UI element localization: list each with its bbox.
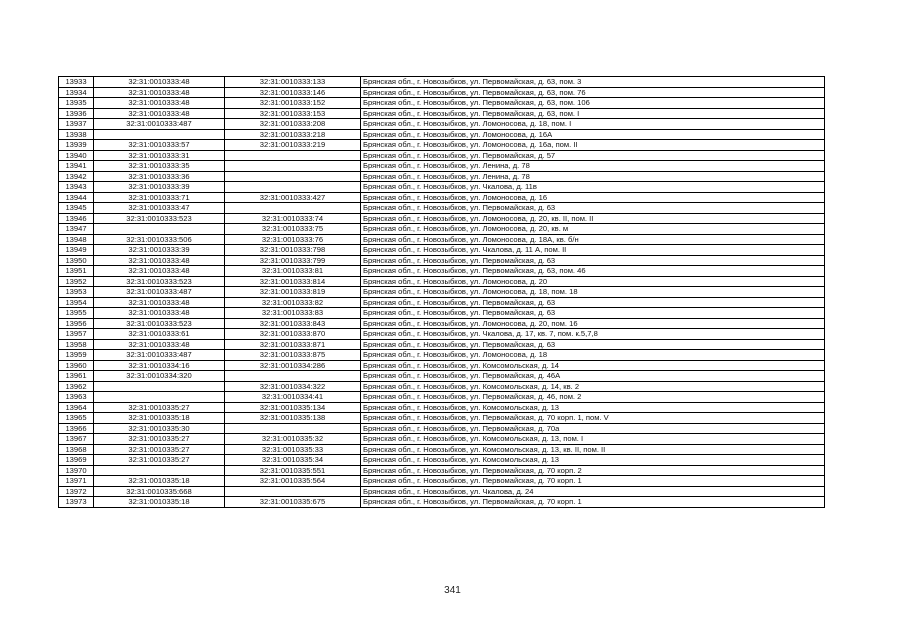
table-row — [59, 392, 825, 403]
row-number-cell: 13941 — [59, 161, 94, 172]
cadastral-number-cell: 32:31:0010335:138 — [225, 413, 361, 424]
row-number-cell: 13953 — [59, 287, 94, 298]
row-number-cell: 13948 — [59, 234, 94, 245]
table-row — [59, 150, 825, 161]
table-row — [59, 266, 825, 277]
cadastral-number-cell: 32:31:0010333:82 — [225, 297, 361, 308]
row-number-cell: 13971 — [59, 476, 94, 487]
address-cell: Брянская обл., г. Новозыбков, ул. Ломоносова, д. 18А, кв. б/н — [361, 234, 825, 245]
row-number-cell: 13935 — [59, 98, 94, 109]
parent-cadastral-number-cell: 32:31:0010333:36 — [94, 171, 225, 182]
parent-cadastral-number-cell: 32:31:0010335:27 — [94, 444, 225, 455]
row-number-cell: 13934 — [59, 87, 94, 98]
table-row — [59, 476, 825, 487]
parent-cadastral-number-cell: 32:31:0010333:47 — [94, 203, 225, 214]
address-cell: Брянская обл., г. Новозыбков, ул. Первомайская, д. 63, пом. 106 — [361, 98, 825, 109]
table-row — [59, 318, 825, 329]
address-cell: Брянская обл., г. Новозыбков, ул. Ломоносова, д. 18, пом. I — [361, 119, 825, 130]
table-row — [59, 245, 825, 256]
address-cell: Брянская обл., г. Новозыбков, ул. Чкалова, д. 11 А, пом. II — [361, 245, 825, 256]
row-number-cell: 13968 — [59, 444, 94, 455]
parent-cadastral-number-cell — [94, 392, 225, 403]
registry-table — [58, 76, 825, 508]
row-number-cell: 13933 — [59, 77, 94, 88]
address-cell: Брянская обл., г. Новозыбков, ул. Ломоносова, д. 18 — [361, 350, 825, 361]
address-cell: Брянская обл., г. Новозыбков, ул. Чкалова, д. 11в — [361, 182, 825, 193]
parent-cadastral-number-cell: 32:31:0010333:48 — [94, 308, 225, 319]
cadastral-number-cell: 32:31:0010333:427 — [225, 192, 361, 203]
row-number-cell: 13961 — [59, 371, 94, 382]
table-row — [59, 224, 825, 235]
table-row — [59, 255, 825, 266]
parent-cadastral-number-cell: 32:31:0010333:523 — [94, 318, 225, 329]
table-row — [59, 87, 825, 98]
cadastral-number-cell: 32:31:0010333:218 — [225, 129, 361, 140]
cadastral-number-cell: 32:31:0010334:322 — [225, 381, 361, 392]
row-number-cell: 13951 — [59, 266, 94, 277]
table-row — [59, 203, 825, 214]
parent-cadastral-number-cell — [94, 129, 225, 140]
parent-cadastral-number-cell: 32:31:0010333:48 — [94, 108, 225, 119]
parent-cadastral-number-cell: 32:31:0010335:27 — [94, 402, 225, 413]
parent-cadastral-number-cell: 32:31:0010334:16 — [94, 360, 225, 371]
parent-cadastral-number-cell: 32:31:0010333:523 — [94, 213, 225, 224]
table-row — [59, 287, 825, 298]
row-number-cell: 13970 — [59, 465, 94, 476]
table-row — [59, 350, 825, 361]
row-number-cell: 13969 — [59, 455, 94, 466]
address-cell: Брянская обл., г. Новозыбков, ул. Ломоносова, д. 20, кв. м — [361, 224, 825, 235]
table-row — [59, 360, 825, 371]
table-row — [59, 329, 825, 340]
row-number-cell: 13945 — [59, 203, 94, 214]
row-number-cell: 13967 — [59, 434, 94, 445]
address-cell: Брянская обл., г. Новозыбков, ул. Чкалова, д. 24 — [361, 486, 825, 497]
parent-cadastral-number-cell: 32:31:0010335:668 — [94, 486, 225, 497]
parent-cadastral-number-cell: 32:31:0010335:30 — [94, 423, 225, 434]
address-cell: Брянская обл., г. Новозыбков, ул. Ломоносова, д. 20, пом. 16 — [361, 318, 825, 329]
parent-cadastral-number-cell: 32:31:0010333:39 — [94, 245, 225, 256]
table-row — [59, 234, 825, 245]
cadastral-number-cell: 32:31:0010333:799 — [225, 255, 361, 266]
parent-cadastral-number-cell: 32:31:0010333:487 — [94, 119, 225, 130]
row-number-cell: 13959 — [59, 350, 94, 361]
cadastral-number-cell: 32:31:0010333:146 — [225, 87, 361, 98]
row-number-cell: 13939 — [59, 140, 94, 151]
cadastral-number-cell — [225, 161, 361, 172]
address-cell: Брянская обл., г. Новозыбков, ул. Комсомольская, д. 13, кв. II, пом. II — [361, 444, 825, 455]
table-row — [59, 98, 825, 109]
cadastral-number-cell: 32:31:0010335:32 — [225, 434, 361, 445]
cadastral-number-cell: 32:31:0010333:83 — [225, 308, 361, 319]
address-cell: Брянская обл., г. Новозыбков, ул. Первомайская, д. 46А — [361, 371, 825, 382]
row-number-cell: 13966 — [59, 423, 94, 434]
address-cell: Брянская обл., г. Новозыбков, ул. Ломоносова, д. 16 — [361, 192, 825, 203]
cadastral-number-cell: 32:31:0010334:286 — [225, 360, 361, 371]
row-number-cell: 13955 — [59, 308, 94, 319]
cadastral-number-cell: 32:31:0010333:798 — [225, 245, 361, 256]
parent-cadastral-number-cell: 32:31:0010333:35 — [94, 161, 225, 172]
cadastral-number-cell: 32:31:0010333:208 — [225, 119, 361, 130]
parent-cadastral-number-cell: 32:31:0010335:27 — [94, 455, 225, 466]
row-number-cell: 13956 — [59, 318, 94, 329]
row-number-cell: 13936 — [59, 108, 94, 119]
table-row — [59, 486, 825, 497]
row-number-cell: 13957 — [59, 329, 94, 340]
table-row — [59, 276, 825, 287]
address-cell: Брянская обл., г. Новозыбков, ул. Ленина, д. 78 — [361, 171, 825, 182]
address-cell: Брянская обл., г. Новозыбков, ул. Чкалова, д. 17, кв. 7, пом. к.5,7,8 — [361, 329, 825, 340]
row-number-cell: 13937 — [59, 119, 94, 130]
table-row — [59, 434, 825, 445]
table-row — [59, 129, 825, 140]
cadastral-number-cell: 32:31:0010333:875 — [225, 350, 361, 361]
cadastral-number-cell — [225, 182, 361, 193]
cadastral-number-cell — [225, 171, 361, 182]
table-row — [59, 161, 825, 172]
parent-cadastral-number-cell: 32:31:0010335:18 — [94, 476, 225, 487]
parent-cadastral-number-cell: 32:31:0010333:487 — [94, 287, 225, 298]
parent-cadastral-number-cell — [94, 465, 225, 476]
row-number-cell: 13962 — [59, 381, 94, 392]
cadastral-number-cell: 32:31:0010333:75 — [225, 224, 361, 235]
parent-cadastral-number-cell — [94, 224, 225, 235]
address-cell: Брянская обл., г. Новозыбков, ул. Первомайская, д. 63 — [361, 297, 825, 308]
address-cell: Брянская обл., г. Новозыбков, ул. Первомайская, д. 63, пом. 76 — [361, 87, 825, 98]
parent-cadastral-number-cell: 32:31:0010333:506 — [94, 234, 225, 245]
parent-cadastral-number-cell: 32:31:0010335:18 — [94, 413, 225, 424]
row-number-cell: 13963 — [59, 392, 94, 403]
row-number-cell: 13943 — [59, 182, 94, 193]
address-cell: Брянская обл., г. Новозыбков, ул. Ленина, д. 78 — [361, 161, 825, 172]
row-number-cell: 13947 — [59, 224, 94, 235]
address-cell: Брянская обл., г. Новозыбков, ул. Первомайская, д. 63 — [361, 308, 825, 319]
page-number: 341 — [444, 585, 461, 596]
cadastral-number-cell: 32:31:0010333:153 — [225, 108, 361, 119]
cadastral-number-cell: 32:31:0010335:564 — [225, 476, 361, 487]
table-row — [59, 297, 825, 308]
address-cell: Брянская обл., г. Новозыбков, ул. Ломоносова, д. 18, пом. 18 — [361, 287, 825, 298]
address-cell: Брянская обл., г. Новозыбков, ул. Первомайская, д. 70 корп. 1 — [361, 497, 825, 508]
address-cell: Брянская обл., г. Новозыбков, ул. Комсомольская, д. 14, кв. 2 — [361, 381, 825, 392]
table-row — [59, 308, 825, 319]
cadastral-number-cell: 32:31:0010335:134 — [225, 402, 361, 413]
parent-cadastral-number-cell: 32:31:0010333:48 — [94, 266, 225, 277]
table-row — [59, 465, 825, 476]
table-row — [59, 381, 825, 392]
cadastral-number-cell: 32:31:0010333:870 — [225, 329, 361, 340]
cadastral-number-cell: 32:31:0010333:74 — [225, 213, 361, 224]
address-cell: Брянская обл., г. Новозыбков, ул. Первомайская, д. 63 — [361, 255, 825, 266]
cadastral-number-cell: 32:31:0010335:34 — [225, 455, 361, 466]
table-row — [59, 140, 825, 151]
table-row — [59, 497, 825, 508]
address-cell: Брянская обл., г. Новозыбков, ул. Первомайская, д. 63, пом. 3 — [361, 77, 825, 88]
row-number-cell: 13972 — [59, 486, 94, 497]
table-row — [59, 423, 825, 434]
cadastral-number-cell — [225, 423, 361, 434]
address-cell: Брянская обл., г. Новозыбков, ул. Комсомольская, д. 14 — [361, 360, 825, 371]
cadastral-number-cell — [225, 203, 361, 214]
parent-cadastral-number-cell: 32:31:0010333:57 — [94, 140, 225, 151]
parent-cadastral-number-cell: 32:31:0010334:320 — [94, 371, 225, 382]
cadastral-number-cell: 32:31:0010333:219 — [225, 140, 361, 151]
cadastral-number-cell: 32:31:0010333:152 — [225, 98, 361, 109]
table-row — [59, 413, 825, 424]
address-cell: Брянская обл., г. Новозыбков, ул. Ломоносова, д. 16а, пом. II — [361, 140, 825, 151]
address-cell: Брянская обл., г. Новозыбков, ул. Первомайская, д. 70 корп. 2 — [361, 465, 825, 476]
table-row — [59, 339, 825, 350]
address-cell: Брянская обл., г. Новозыбков, ул. Ломоносова, д. 20, кв. II, пом. II — [361, 213, 825, 224]
table-row — [59, 182, 825, 193]
parent-cadastral-number-cell: 32:31:0010333:71 — [94, 192, 225, 203]
cadastral-number-cell: 32:31:0010334:41 — [225, 392, 361, 403]
address-cell: Брянская обл., г. Новозыбков, ул. Ломоносова, д. 16А — [361, 129, 825, 140]
row-number-cell: 13958 — [59, 339, 94, 350]
address-cell: Брянская обл., г. Новозыбков, ул. Первомайская, д. 57 — [361, 150, 825, 161]
cadastral-number-cell — [225, 150, 361, 161]
parent-cadastral-number-cell: 32:31:0010333:39 — [94, 182, 225, 193]
parent-cadastral-number-cell: 32:31:0010333:523 — [94, 276, 225, 287]
parent-cadastral-number-cell: 32:31:0010335:27 — [94, 434, 225, 445]
cadastral-number-cell: 32:31:0010333:871 — [225, 339, 361, 350]
parent-cadastral-number-cell: 32:31:0010333:48 — [94, 87, 225, 98]
row-number-cell: 13950 — [59, 255, 94, 266]
parent-cadastral-number-cell: 32:31:0010335:18 — [94, 497, 225, 508]
parent-cadastral-number-cell: 32:31:0010333:48 — [94, 255, 225, 266]
address-cell: Брянская обл., г. Новозыбков, ул. Комсомольская, д. 13, пом. I — [361, 434, 825, 445]
row-number-cell: 13942 — [59, 171, 94, 182]
row-number-cell: 13938 — [59, 129, 94, 140]
registry-table-body — [59, 77, 825, 508]
row-number-cell: 13960 — [59, 360, 94, 371]
table-row — [59, 108, 825, 119]
cadastral-number-cell — [225, 486, 361, 497]
address-cell: Брянская обл., г. Новозыбков, ул. Комсомольская, д. 13 — [361, 455, 825, 466]
parent-cadastral-number-cell: 32:31:0010333:48 — [94, 339, 225, 350]
parent-cadastral-number-cell: 32:31:0010333:48 — [94, 297, 225, 308]
cadastral-number-cell: 32:31:0010333:814 — [225, 276, 361, 287]
address-cell: Брянская обл., г. Новозыбков, ул. Первомайская, д. 70 корп. 1, пом. V — [361, 413, 825, 424]
parent-cadastral-number-cell: 32:31:0010333:61 — [94, 329, 225, 340]
address-cell: Брянская обл., г. Новозыбков, ул. Первомайская, д. 70 корп. 1 — [361, 476, 825, 487]
address-cell: Брянская обл., г. Новозыбков, ул. Первомайская, д. 46, пом. 2 — [361, 392, 825, 403]
table-row — [59, 371, 825, 382]
row-number-cell: 13940 — [59, 150, 94, 161]
parent-cadastral-number-cell: 32:31:0010333:31 — [94, 150, 225, 161]
parent-cadastral-number-cell: 32:31:0010333:487 — [94, 350, 225, 361]
table-row — [59, 119, 825, 130]
row-number-cell: 13949 — [59, 245, 94, 256]
parent-cadastral-number-cell — [94, 381, 225, 392]
cadastral-number-cell: 32:31:0010333:76 — [225, 234, 361, 245]
address-cell: Брянская обл., г. Новозыбков, ул. Первомайская, д. 63 — [361, 203, 825, 214]
row-number-cell: 13946 — [59, 213, 94, 224]
cadastral-number-cell: 32:31:0010333:843 — [225, 318, 361, 329]
table-row — [59, 213, 825, 224]
row-number-cell: 13964 — [59, 402, 94, 413]
table-row — [59, 192, 825, 203]
row-number-cell: 13973 — [59, 497, 94, 508]
row-number-cell: 13954 — [59, 297, 94, 308]
cadastral-number-cell: 32:31:0010335:551 — [225, 465, 361, 476]
cadastral-number-cell: 32:31:0010335:33 — [225, 444, 361, 455]
address-cell: Брянская обл., г. Новозыбков, ул. Первомайская, д. 63 — [361, 339, 825, 350]
address-cell: Брянская обл., г. Новозыбков, ул. Первомайская, д. 70а — [361, 423, 825, 434]
parent-cadastral-number-cell: 32:31:0010333:48 — [94, 77, 225, 88]
row-number-cell: 13944 — [59, 192, 94, 203]
cadastral-number-cell: 32:31:0010333:81 — [225, 266, 361, 277]
cadastral-number-cell: 32:31:0010333:133 — [225, 77, 361, 88]
address-cell: Брянская обл., г. Новозыбков, ул. Комсомольская, д. 13 — [361, 402, 825, 413]
cadastral-number-cell — [225, 371, 361, 382]
cadastral-number-cell: 32:31:0010333:819 — [225, 287, 361, 298]
row-number-cell: 13965 — [59, 413, 94, 424]
address-cell: Брянская обл., г. Новозыбков, ул. Первомайская, д. 63, пом. 46 — [361, 266, 825, 277]
table-row — [59, 455, 825, 466]
parent-cadastral-number-cell: 32:31:0010333:48 — [94, 98, 225, 109]
table-row — [59, 402, 825, 413]
address-cell: Брянская обл., г. Новозыбков, ул. Ломоносова, д. 20 — [361, 276, 825, 287]
table-row — [59, 444, 825, 455]
table-row — [59, 77, 825, 88]
cadastral-number-cell: 32:31:0010335:675 — [225, 497, 361, 508]
address-cell: Брянская обл., г. Новозыбков, ул. Первомайская, д. 63, пом. I — [361, 108, 825, 119]
row-number-cell: 13952 — [59, 276, 94, 287]
table-row — [59, 171, 825, 182]
